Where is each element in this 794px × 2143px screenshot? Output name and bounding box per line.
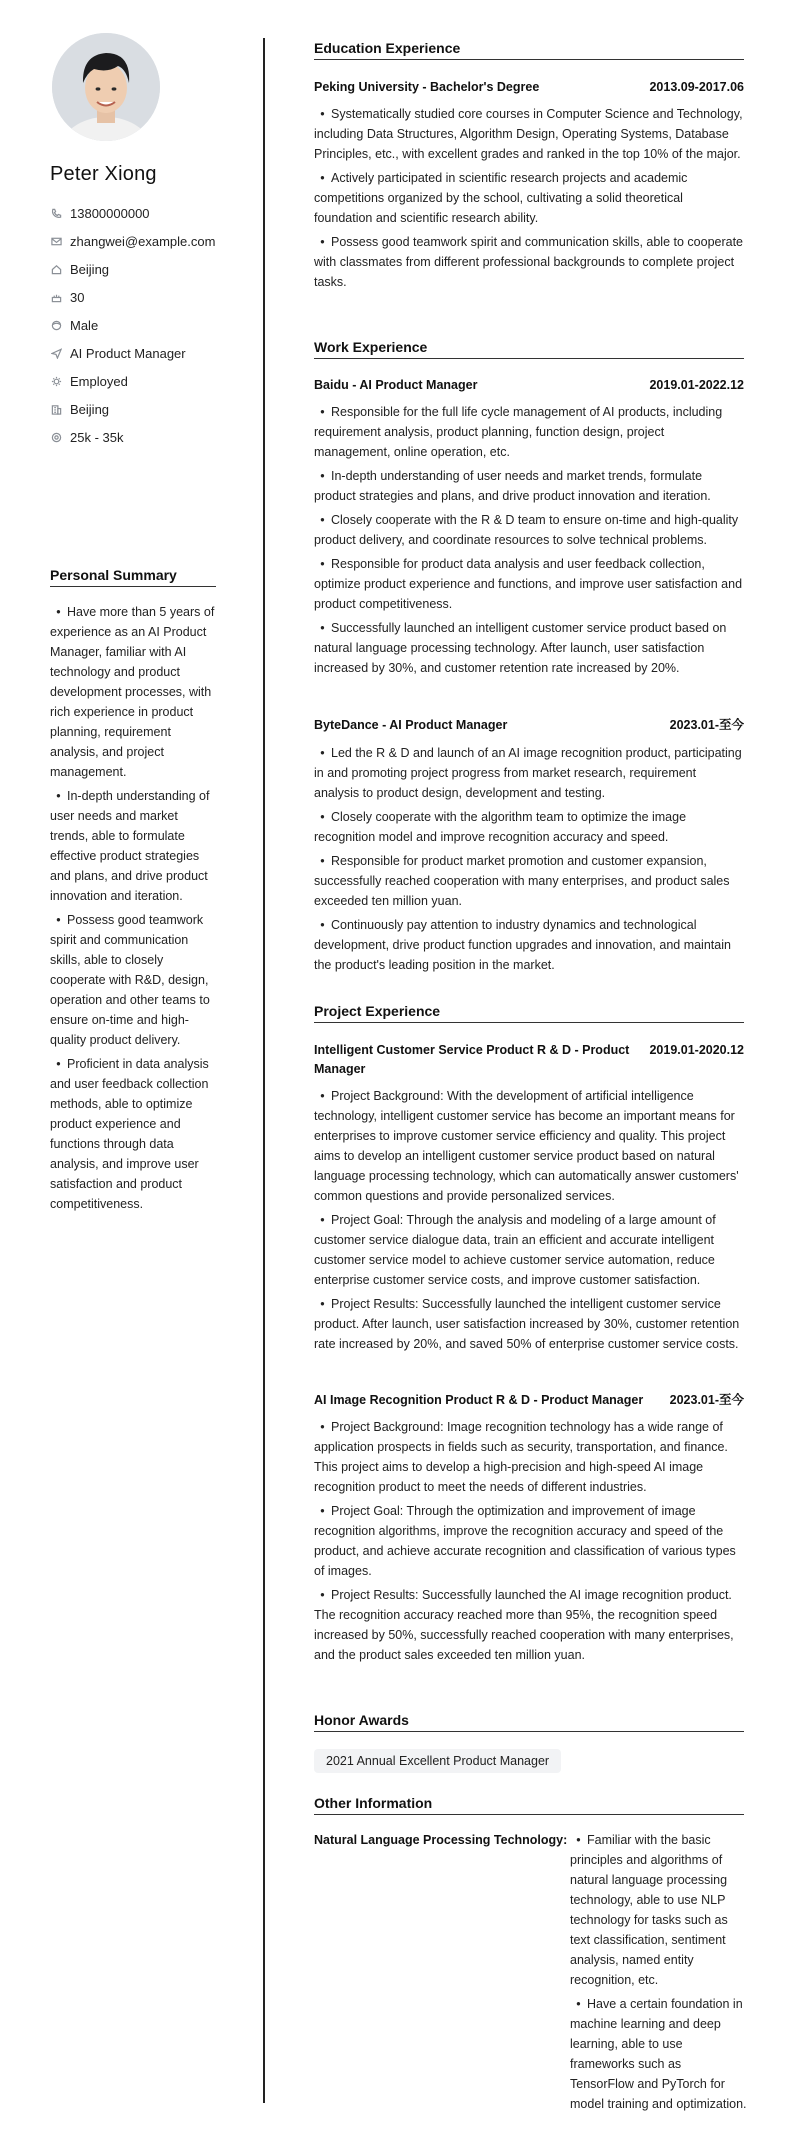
vertical-divider [263, 38, 265, 2103]
info-phone [50, 199, 220, 227]
project-bullets [314, 1417, 744, 1669]
project-entry-header [314, 1391, 744, 1410]
list-item: • Closely cooperate with the algorithm team to optimize the image recognition model and improve recognition accuracy and speed. [314, 807, 744, 847]
work-entry-header [314, 376, 744, 395]
profile-name: Peter Xiong [50, 163, 157, 185]
summary-item: • In-depth understanding of user needs and market trends, able to formulate effective product strategies and plans, and drive product innovation and iteration. [50, 786, 216, 906]
list-item: • Project Results: Successfully launched the AI image recognition product. The recognition accuracy reached more than 95%, the recognition speed increased by 50%, successfully reached cooperation with many enterprises, and the product sales exceeded ten million yuan. [314, 1585, 744, 1665]
info-email [50, 227, 220, 255]
project-name: Intelligent Customer Service Product R & D - Product Manager [314, 1043, 630, 1076]
list-item: • Project Background: With the development of artificial intelligence technology, intelligent customer service has become an important means for enterprises to improve customer service efficiency and quality. This project aims to develop an intelligent customer service product based on natural language processing technology, which can automatically answer customers' common questions and provide personalized services. [314, 1086, 744, 1206]
summary-item: • Possess good teamwork spirit and communication skills, able to closely cooperate with R&D, design, operation and other teams to ensure on-time and high-quality product delivery. [50, 910, 216, 1050]
status-value: Employed [70, 373, 128, 389]
age-value: 30 [70, 289, 85, 305]
avatar [52, 33, 160, 141]
work-company: ByteDance - AI Product Manager [314, 718, 508, 732]
education-entry-header [314, 78, 744, 97]
info-gender [50, 311, 220, 339]
list-item: • Actively participated in scientific research projects and academic competitions organized by the school, cultivating a solid theoretical foundation and scientific research ability. [314, 168, 744, 228]
info-position [50, 339, 220, 367]
education-school: Peking University - Bachelor's Degree [314, 80, 540, 94]
phone-icon [50, 207, 62, 219]
list-item: • Project Goal: Through the optimization and improvement of image recognition algorithms, improve the recognition accuracy and speed of the product, and achieve accurate recognition and classification of various types of images. [314, 1501, 744, 1581]
honor-tag: 2021 Annual Excellent Product Manager [314, 1749, 561, 1773]
other-section-title: Other Information [314, 1795, 744, 1815]
list-item: • Project Results: Successfully launched the intelligent customer service product. After launch, user satisfaction increased by 30%, customer retention rate increased by 20%, and saved 50% of enterprise customer service costs. [314, 1294, 744, 1354]
info-city [50, 395, 220, 423]
work-date: 2019.01-2022.12 [649, 378, 744, 392]
project-section-title: Project Experience [314, 1003, 744, 1023]
summary-item: • Have more than 5 years of experience as an AI Product Manager, familiar with AI technology and product development processes, with rich experience in product planning, requirement analysis, and project management. [50, 602, 216, 782]
info-location [50, 255, 220, 283]
email-value: zhangwei@example.com [70, 233, 216, 249]
list-item: • Continuously pay attention to industry dynamics and technological development, drive product function upgrades and innovation, and maintain the product's leading position in the market. [314, 915, 744, 975]
list-item: • Successfully launched an intelligent customer service product based on natural language processing technology. After launch, user satisfaction increased by 30%, and customer retention rate increased by 20%. [314, 618, 744, 678]
project-name: AI Image Recognition Product R & D - Product Manager [314, 1393, 644, 1407]
education-bullets [314, 104, 744, 296]
position-value: AI Product Manager [70, 345, 186, 361]
honor-section-title: Honor Awards [314, 1712, 744, 1732]
list-item: • Closely cooperate with the R & D team to ensure on-time and high-quality product delivery, and coordinate resources to solve technical problems. [314, 510, 744, 550]
location-value: Beijing [70, 261, 110, 277]
gender-icon [50, 319, 62, 331]
summary-item: • Proficient in data analysis and user feedback collection methods, able to optimize product experience and functions through data analysis, and improve user satisfaction and product competitiveness. [50, 1054, 216, 1214]
building-icon [50, 403, 62, 415]
list-item: • Project Background: Image recognition technology has a wide range of application prospects in fields such as security, transportation, and finance. This project aims to develop a high-precision and high-speed AI image recognition product to meet the needs of different industries. [314, 1417, 744, 1497]
send-icon [50, 347, 62, 359]
work-entry-header [314, 716, 744, 735]
work-date: 2023.01-至今 [669, 718, 744, 732]
personal-summary-list [50, 602, 216, 1218]
list-item: • Responsible for the full life cycle management of AI products, including requirement analysis, product planning, function design, project management, online operation, etc. [314, 402, 744, 462]
list-item: • Familiar with the basic principles and algorithms of natural language processing technology, able to use NLP technology for tasks such as text classification, sentiment analysis, named entity recognition, etc. [570, 1830, 748, 1990]
education-date: 2013.09-2017.06 [649, 80, 744, 94]
work-bullets [314, 743, 744, 979]
list-item: • Responsible for product data analysis and user feedback collection, optimize product experience and functions, and improve user satisfaction and product competitiveness. [314, 554, 744, 614]
project-date: 2023.01-至今 [669, 1393, 744, 1407]
other-skill-label: Natural Language Processing Technology: [314, 1833, 568, 1847]
salary-icon [50, 431, 62, 443]
salary-value: 25k - 35k [70, 429, 124, 445]
info-age [50, 283, 220, 311]
list-item: • In-depth understanding of user needs and market trends, formulate product strategies and plans, and drive product innovation and iteration. [314, 466, 744, 506]
phone-value: 13800000000 [70, 205, 150, 221]
project-entry-header [314, 1041, 744, 1079]
list-item: • Systematically studied core courses in Computer Science and Technology, including Data Structures, Algorithm Design, Operating Systems, Database Principles, etc., with excellent grades and ranked in the top 10% of the major. [314, 104, 744, 164]
list-item: • Project Goal: Through the analysis and modeling of a large amount of customer service dialogue data, train an efficient and accurate intelligent customer service model to achieve customer service automation, reduce enterprise customer service costs, and improve customer satisfaction. [314, 1210, 744, 1290]
list-item: • Possess good teamwork spirit and communication skills, able to cooperate with classmates from different professional backgrounds to complete project tasks. [314, 232, 744, 292]
info-salary [50, 423, 220, 451]
info-status [50, 367, 220, 395]
project-date: 2019.01-2020.12 [649, 1043, 744, 1057]
home-icon [50, 263, 62, 275]
age-icon [50, 291, 62, 303]
work-section-title: Work Experience [314, 339, 744, 359]
personal-summary-title: Personal Summary [50, 567, 216, 587]
mail-icon [50, 235, 62, 247]
education-section-title: Education Experience [314, 40, 744, 60]
other-skill-list [570, 1830, 748, 2118]
work-company: Baidu - AI Product Manager [314, 378, 478, 392]
project-bullets [314, 1086, 744, 1358]
status-icon [50, 375, 62, 387]
list-item: • Led the R & D and launch of an AI image recognition product, participating in and promoting project progress from market research, requirement analysis to product design, development and testing. [314, 743, 744, 803]
city-value: Beijing [70, 401, 110, 417]
gender-value: Male [70, 317, 99, 333]
work-bullets [314, 402, 744, 682]
contact-info-list [50, 199, 220, 451]
list-item: • Responsible for product market promotion and customer expansion, successfully reached cooperation with many enterprises, and product sales exceeded ten million yuan. [314, 851, 744, 911]
list-item: • Have a certain foundation in machine learning and deep learning, able to use frameworks such as TensorFlow and PyTorch for model training and optimization. [570, 1994, 748, 2114]
